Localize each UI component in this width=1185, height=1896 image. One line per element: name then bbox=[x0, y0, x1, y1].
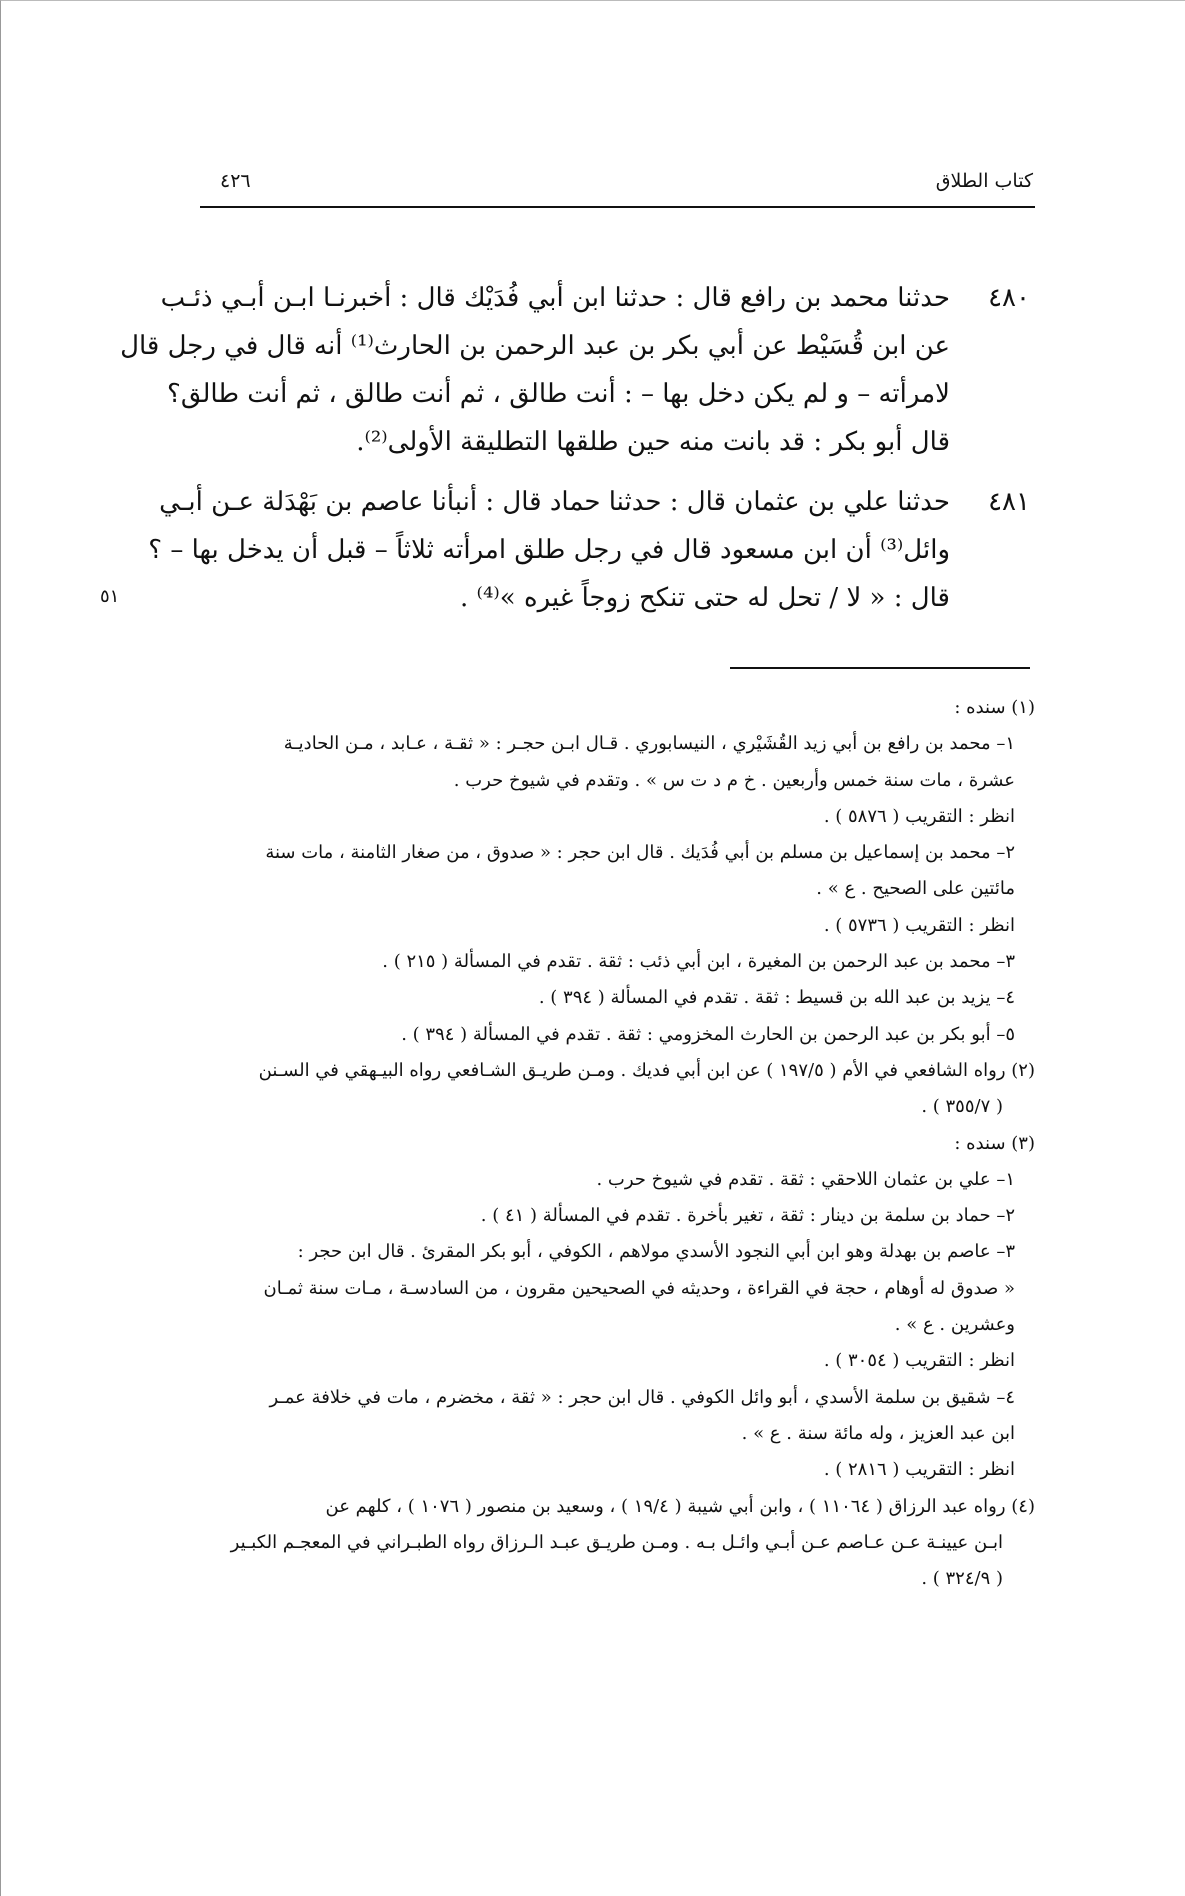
hadith-480 bbox=[120, 274, 1030, 466]
footnote-line: ٤– يزيد بن عبد الله بن قسيط : ثقة . تقدم في المسألة ( ٣٩٤ ) . bbox=[538, 987, 1015, 1009]
hadith-number: ٤٨٠ bbox=[988, 283, 1030, 313]
hadith-481 bbox=[148, 478, 1030, 622]
hadith-line: وائل⁽³⁾ أن ابن مسعود قال في رجل طلق امرأته ثلاثاً – قبل أن يدخل بها – ؟ bbox=[148, 535, 950, 565]
footnote-line: ١– علي بن عثمان اللاحقي : ثقة . تقدم في شيوخ حرب . bbox=[596, 1168, 1015, 1190]
footnote-line: وعشرين . ع » . bbox=[894, 1314, 1015, 1336]
page-header bbox=[200, 168, 1035, 208]
footnotes bbox=[200, 690, 1035, 1597]
main-text bbox=[120, 274, 1030, 634]
footnote-line: ٤– شقيق بن سلمة الأسدي ، أبو وائل الكوفي . قال ابن حجر : « ثقة ، مخضرم ، مات في خلافة عمـر bbox=[269, 1386, 1015, 1408]
hadith-line: حدثنا علي بن عثمان قال : حدثنا حماد قال : أنبأنا عاصم بن بَهْدَلة عـن أبـي bbox=[159, 487, 950, 517]
footnote-line: « صدوق له أوهام ، حجة في القراءة ، وحديثه في الصحيحين مقرون ، من السادسـة ، مـات سنة ثمـان bbox=[263, 1277, 1015, 1299]
footnote-line: انظر : التقريب ( ٢٨١٦ ) . bbox=[823, 1459, 1015, 1481]
footnote-line: ( ٣٥٥/٧ ) . bbox=[921, 1096, 1003, 1118]
footnote-line: (١) سنده : bbox=[954, 697, 1035, 718]
hadith-line: لامرأته – و لم يكن دخل بها – : أنت طالق ، ثم أنت طالق ، ثم أنت طالق؟ bbox=[167, 379, 950, 409]
margin-page-reference: ٥١ bbox=[100, 586, 120, 607]
footnote-line: (٢) رواه الشافعي في الأم ( ١٩٧/٥ ) عن ابن أبي فديك . ومـن طريـق الشـافعي رواه البيـهقي في السـنن bbox=[258, 1059, 1035, 1081]
footnote-line: ١– محمد بن رافع بن أبي زيد القُشَيْري ، النيسابوري . قـال ابـن حجـر : « ثقـة ، عـابد ، مـن الحاديـة bbox=[283, 733, 1015, 755]
footnote-line: عشرة ، مات سنة خمس وأربعين . خ م د ت س » . وتقدم في شيوخ حرب . bbox=[453, 769, 1015, 791]
page-number: ٤٢٦ bbox=[220, 170, 251, 192]
footnote-line: ٣– محمد بن عبد الرحمن بن المغيرة ، ابن أبي ذئب : ثقة . تقدم في المسألة ( ٢١٥ ) . bbox=[382, 951, 1015, 973]
footnote-line: ٣– عاصم بن بهدلة وهو ابن أبي النجود الأسدي مولاهم ، الكوفي ، أبو بكر المقرئ . قال ابن حجر : bbox=[297, 1241, 1015, 1263]
hadith-number: ٤٨١ bbox=[988, 487, 1030, 517]
hadith-line: قال أبو بكر : قد بانت منه حين طلقها التطليقة الأولى⁽²⁾. bbox=[356, 427, 950, 457]
footnote-line: ابـن عيينـة عـن عـاصم عـن أبـي وائـل بـه . ومـن طريـق عبـد الـرزاق رواه الطبـراني في المعجـم الكبـير bbox=[230, 1531, 1003, 1553]
footnote-line: ٥– أبو بكر بن عبد الرحمن بن الحارث المخزومي : ثقة . تقدم في المسألة ( ٣٩٤ ) . bbox=[401, 1023, 1015, 1045]
hadith-line: قال : « لا / تحل له حتى تنكح زوجاً غيره »⁽⁴⁾ . bbox=[460, 583, 950, 613]
footnote-line: ( ٣٢٤/٩ ) . bbox=[921, 1568, 1003, 1590]
footnote-line: ٢– محمد بن إسماعيل بن مسلم بن أبي فُدَيك . قال ابن حجر : « صدوق ، من صغار الثامنة ، مات سنة bbox=[265, 842, 1015, 864]
footnote-line: (٤) رواه عبد الرزاق ( ١١٠٦٤ ) ، وابن أبي شيبة ( ١٩/٤ ) ، وسعيد بن منصور ( ١٠٧٦ ) ، كلهم عن bbox=[325, 1495, 1035, 1517]
footnote-line: ابن عبد العزيز ، وله مائة سنة . ع » . bbox=[741, 1422, 1015, 1444]
footnote-line: مائتين على الصحيح . ع » . bbox=[816, 878, 1015, 900]
book-title: كتاب الطلاق bbox=[935, 170, 1033, 192]
footnote-line: انظر : التقريب ( ٣٠٥٤ ) . bbox=[823, 1350, 1015, 1372]
footnote-line: انظر : التقريب ( ٥٧٣٦ ) . bbox=[823, 914, 1015, 936]
footnote-line: انظر : التقريب ( ٥٨٧٦ ) . bbox=[823, 805, 1015, 827]
footnote-line: (٣) سنده : bbox=[954, 1132, 1035, 1154]
hadith-line: حدثنا محمد بن رافع قال : حدثنا ابن أبي فُدَيْك قال : أخبرنـا ابـن أبـي ذئـب bbox=[160, 283, 950, 313]
footnote-separator bbox=[730, 667, 1030, 669]
footnote-line: ٢– حماد بن سلمة بن دينار : ثقة ، تغير بأخرة . تقدم في المسألة ( ٤١ ) . bbox=[480, 1205, 1015, 1227]
hadith-line: عن ابن قُسَيْط عن أبي بكر بن عبد الرحمن بن الحارث⁽¹⁾ أنه قال في رجل قال bbox=[120, 331, 950, 361]
